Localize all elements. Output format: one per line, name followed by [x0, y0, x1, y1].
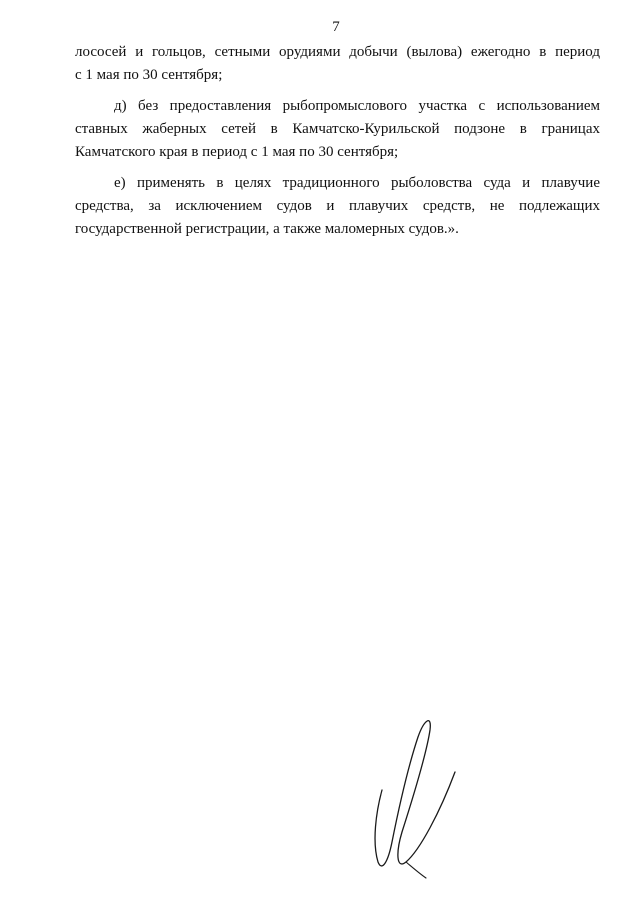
paragraph-item-e — [75, 172, 600, 241]
page-number: 7 — [332, 19, 340, 35]
text-line: ставных жаберных сетей в Камчатско-Курильской подзоне в границах — [75, 121, 600, 137]
paragraph-item-d — [75, 95, 600, 164]
text-line: лососей и гольцов, сетными орудиями добычи (вылова) ежегодно в период — [75, 44, 600, 60]
text-line: средства, за исключением судов и плавучих средств, не подлежащих — [75, 198, 600, 214]
text-line: Камчатского края в период с 1 мая по 30 сентября; — [75, 144, 399, 160]
document-body — [75, 41, 600, 249]
text-line: д) без предоставления рыбопромыслового участка с использованием — [114, 98, 600, 114]
text-line: с 1 мая по 30 сентября; — [75, 67, 223, 83]
handwritten-signature-icon — [360, 712, 470, 882]
signature-stroke-tail — [406, 862, 426, 878]
text-line: государственной регистрации, а также маломерных судов.». — [75, 221, 459, 237]
paragraph-continuation — [75, 41, 600, 87]
signature-stroke-main — [375, 721, 455, 866]
text-line: е) применять в целях традиционного рыболовства суда и плавучие — [114, 175, 600, 191]
